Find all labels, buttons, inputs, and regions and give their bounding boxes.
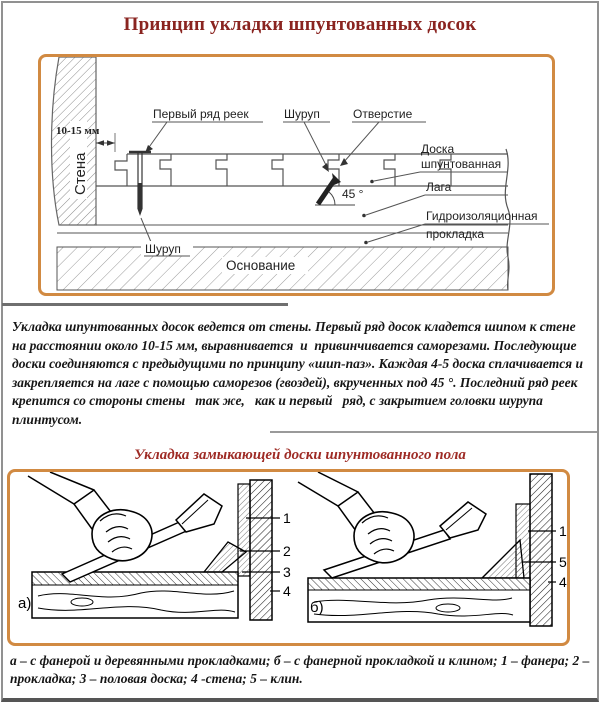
section-subtitle: Укладка замыкающей доски шпунтованного пола [134, 447, 466, 463]
figure-a [18, 472, 291, 620]
board-label-line1: Доска [421, 142, 455, 156]
plank-b [308, 578, 530, 622]
callout-a-2: 2 [283, 543, 291, 559]
plank-a [32, 572, 238, 618]
waterproof-label-line2: прокладка [426, 227, 485, 241]
principle-diagram [41, 57, 552, 293]
wall-label: Стена [72, 152, 89, 195]
screw-bottom-label: Шуруп [145, 242, 181, 256]
callout-b-4: 4 [559, 574, 567, 590]
first-row-label: Первый ряд реек [153, 107, 249, 121]
wedge-b [482, 540, 524, 578]
waterproof-label-group [364, 209, 549, 244]
waterproof-label-line1: Гидроизоляционная [426, 209, 538, 223]
hole-label: Отверстие [353, 107, 413, 121]
page-title: Принцип укладки шпунтованных досок [123, 14, 477, 35]
wall-a [250, 480, 272, 620]
hand-a [28, 472, 152, 561]
principle-diagram-box [38, 54, 555, 296]
figures-caption: а – с фанерой и деревянными прокладками; б – с фанерной прокладкой и клином; 1 – фанера; 2 – прокладка; 3 – половая доска; 4 -стена; 5 – клин. [10, 653, 593, 686]
figure-b [298, 472, 567, 626]
callout-b-1: 1 [559, 523, 567, 539]
base-label: Основание [226, 258, 296, 273]
callout-a-4: 4 [283, 583, 291, 599]
screw-bottom-label-group [141, 218, 193, 256]
joist-label: Лага [426, 180, 452, 194]
board-label-line2: шпунтованная [421, 157, 502, 171]
hole-label-group [340, 107, 426, 166]
stitch-line-mid [270, 431, 597, 433]
gap-label: 10-15 мм [56, 125, 100, 137]
plywood-a [238, 484, 250, 576]
callout-a-3: 3 [283, 564, 291, 580]
intro-paragraph: Укладка шпунтованных досок ведется от стены. Первый ряд досок кладется шипом к стене на расстоянии около 10-15 мм, выравнивается и привинчивается саморезами. Последующие доски соединяются с предыдущими по принципу «шип-паз». Каждая 4-5 доска сплачивается и закрепляется на лаге с помощью саморезов (гвоздей), вкрученных под 45 °. Последний ряд реек крепится со стороны стены так же, как и первый ряд, с закрытием головки шурупа плинтусом. [12, 319, 587, 427]
callout-a-1: 1 [283, 510, 291, 526]
base-label-group [222, 257, 308, 274]
hand-b [298, 472, 414, 563]
screw-top-label: Шуруп [284, 107, 320, 121]
wall-section [52, 57, 97, 225]
board-label-group [370, 142, 508, 183]
angle-label: 45 ° [342, 187, 364, 201]
first-row-label-group [145, 107, 263, 153]
figures-illustration [10, 472, 567, 643]
vertical-screw [129, 152, 151, 216]
figure-a-label: а) [18, 595, 32, 612]
callout-b-5: 5 [559, 554, 567, 570]
figure-b-label: б) [310, 599, 324, 616]
figures-box [7, 469, 570, 646]
stitch-line-top [2, 303, 288, 306]
screw-top-label-group [283, 107, 330, 172]
wall-b [530, 474, 552, 626]
